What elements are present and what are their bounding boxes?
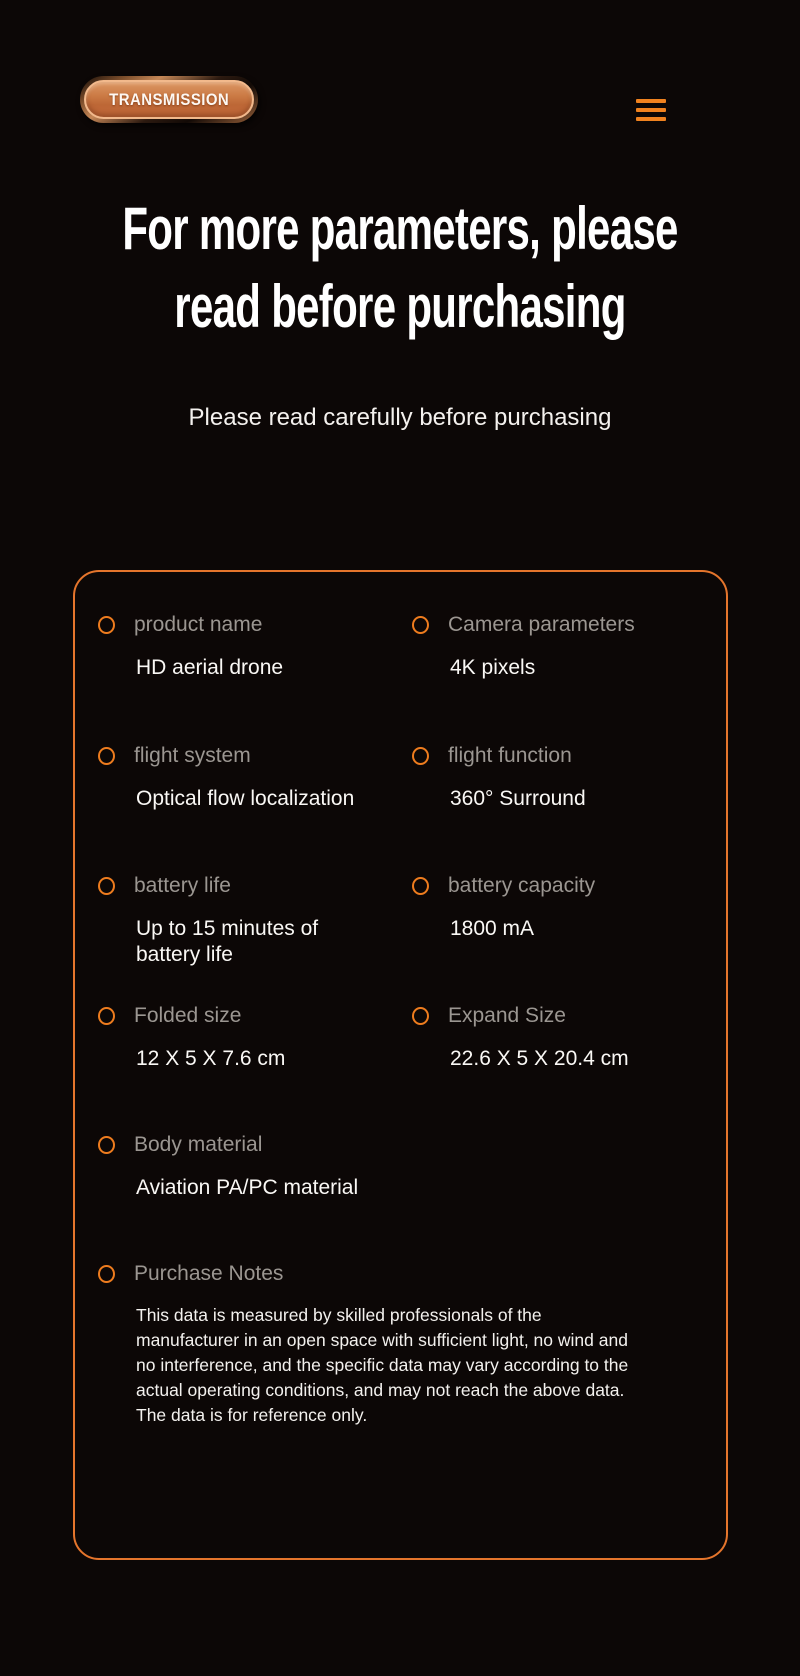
spec-item-header <box>412 873 710 899</box>
circle-bullet-icon <box>98 877 115 895</box>
hamburger-bar <box>636 99 666 103</box>
spec-item-header <box>98 1261 644 1287</box>
spec-row <box>98 1003 710 1072</box>
page-title-line2: read before purchasing <box>174 273 626 340</box>
circle-bullet-icon <box>412 616 429 634</box>
spec-item-header <box>98 873 412 899</box>
spec-box <box>73 570 728 1560</box>
circle-bullet-icon <box>98 1265 115 1283</box>
transmission-badge-face <box>84 80 254 119</box>
spec-label: Expand Size <box>448 1004 566 1027</box>
spec-item-camera-parameters <box>412 612 710 681</box>
spec-label: Folded size <box>134 1004 242 1027</box>
circle-bullet-icon <box>98 747 115 765</box>
spec-item-header <box>412 612 710 638</box>
spec-value: 12 X 5 X 7.6 cm <box>136 1047 286 1070</box>
spec-item-header <box>412 1003 710 1029</box>
spec-label: battery capacity <box>448 874 596 897</box>
spec-value: Optical flow localization <box>136 787 355 810</box>
spec-item-header <box>98 743 412 769</box>
spec-item-battery-capacity <box>412 873 710 968</box>
circle-bullet-icon <box>412 1007 429 1025</box>
spec-row <box>98 743 710 812</box>
spec-value: 1800 mA <box>450 917 535 940</box>
spec-label: flight function <box>448 744 572 767</box>
spec-item-folded-size <box>98 1003 412 1072</box>
transmission-badge[interactable] <box>80 76 258 123</box>
page-title-line1: For more parameters, please <box>122 195 678 262</box>
page-subtitle: Please read carefully before purchasing <box>188 404 612 431</box>
spec-label: product name <box>134 613 263 636</box>
spec-row <box>98 1261 710 1428</box>
spec-row <box>98 873 710 968</box>
spec-item-header <box>98 1003 412 1029</box>
spec-value: 4K pixels <box>450 656 536 679</box>
spec-value: 22.6 X 5 X 20.4 cm <box>450 1047 629 1070</box>
spec-row <box>98 1132 710 1201</box>
purchase-notes-text: This data is measured by skilled professionals of the manufacturer in an open space with sufficient light, no wind and no interference, and the specific data may vary according to the actual operating conditions, and may not reach the above data. The data is for reference only. <box>136 1305 629 1425</box>
menu-button[interactable] <box>636 99 668 121</box>
page-title <box>120 190 680 346</box>
spec-item-expand-size <box>412 1003 710 1072</box>
spec-item-flight-function <box>412 743 710 812</box>
hamburger-bar <box>636 108 666 112</box>
spec-item-header <box>412 743 710 769</box>
spec-item-header <box>98 1132 358 1158</box>
spec-label: Body material <box>134 1133 263 1156</box>
spec-value: Up to 15 minutes of battery life <box>136 917 319 966</box>
circle-bullet-icon <box>412 747 429 765</box>
spec-label: battery life <box>134 874 231 897</box>
transmission-badge-label: TRANSMISSION <box>109 89 229 109</box>
spec-item-body-material <box>98 1132 358 1201</box>
spec-item-header <box>98 612 412 638</box>
spec-label: Camera parameters <box>448 613 635 636</box>
hamburger-bar <box>636 117 666 121</box>
circle-bullet-icon <box>98 1136 115 1154</box>
circle-bullet-icon <box>98 616 115 634</box>
hamburger-icon <box>636 99 668 121</box>
spec-label: Purchase Notes <box>134 1262 284 1285</box>
spec-item-battery-life <box>98 873 412 968</box>
spec-value: 360° Surround <box>450 787 586 810</box>
spec-label: flight system <box>134 744 251 767</box>
spec-row <box>98 612 710 681</box>
spec-item-purchase-notes <box>98 1261 644 1428</box>
spec-item-product-name <box>98 612 412 681</box>
spec-value: HD aerial drone <box>136 656 284 679</box>
spec-item-flight-system <box>98 743 412 812</box>
circle-bullet-icon <box>98 1007 115 1025</box>
circle-bullet-icon <box>412 877 429 895</box>
spec-value: Aviation PA/PC material <box>136 1176 359 1199</box>
